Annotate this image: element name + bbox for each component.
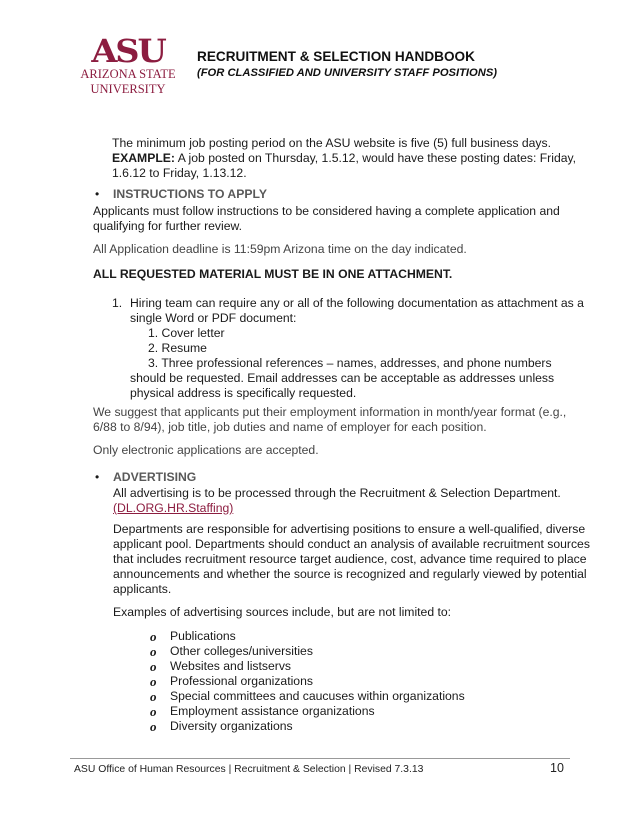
sub-bullet-icon: o (150, 644, 157, 659)
suggestion-line-1: We suggest that applicants put their employment information in month/year format (e.g., (93, 405, 567, 419)
advertising-para-line-3: that includes recruitment resource target audience, cost, advance time required to place (113, 552, 587, 566)
doc-references: 3. Three professional references – names, addresses, and phone numbers (148, 356, 552, 370)
deadline-text: All Application deadline is 11:59pm Arizona time on the day indicated. (93, 242, 467, 256)
advertising-intro (113, 486, 561, 516)
sub-bullet-icon: o (150, 674, 157, 689)
staffing-email-link[interactable]: (DL.ORG.HR.Staffing) (113, 501, 234, 515)
page-number: 10 (550, 761, 564, 775)
advertising-heading: ADVERTISING (113, 470, 197, 484)
apply-intro-line-1: Applicants must follow instructions to be considered having a complete application and (93, 204, 560, 218)
sub-bullet-icon: o (150, 689, 157, 704)
posting-period-block (112, 136, 576, 181)
sub-bullet-icon: o (150, 719, 157, 734)
example-line (112, 151, 576, 166)
apply-heading: INSTRUCTIONS TO APPLY (113, 187, 267, 201)
logo-line-1: ARIZONA STATE (80, 67, 176, 81)
advertising-paragraph (113, 522, 590, 597)
advertising-para-line-5: applicants. (113, 582, 172, 596)
suggestion-paragraph (93, 405, 566, 435)
sub-bullet-icon: o (150, 629, 157, 644)
suggestion-line-2: 6/88 to 8/94), job title, job duties and name of employer for each position. (93, 420, 487, 434)
example-label: EXAMPLE: (112, 151, 175, 165)
source-label: Diversity organizations (170, 719, 293, 733)
advertising-para-line-1: Departments are responsible for advertising positions to ensure a well-qualified, diverse (113, 522, 586, 536)
logo-asu-mark: ASU (91, 32, 165, 70)
attachment-notice: ALL REQUESTED MATERIAL MUST BE IN ONE ATTACHMENT. (93, 267, 453, 281)
sub-bullet-icon: o (150, 704, 157, 719)
source-label: Other colleges/universities (170, 644, 313, 658)
item-line-1: Hiring team can require any or all of the following documentation as attachment as a (130, 296, 584, 310)
advertising-line-1: All advertising is to be processed through the Recruitment & Selection Department. (113, 486, 561, 500)
item-number: 1. (112, 296, 123, 310)
advertising-para-line-2: applicant pool. Departments should conduct an analysis of available recruitment sources (113, 537, 590, 551)
advertising-bullet: • (95, 470, 100, 484)
examples-intro: Examples of advertising sources include, but are not limited to: (113, 605, 452, 619)
electronic-only-text: Only electronic applications are accepted. (93, 443, 319, 457)
example-text: A job posted on Thursday, 1.5.12, would have these posting dates: Friday, (174, 151, 577, 165)
apply-bullet: • (95, 187, 100, 201)
source-label: Professional organizations (170, 674, 313, 688)
source-label: Publications (170, 629, 236, 643)
source-label: Special committees and caucuses within organizations (170, 689, 465, 703)
logo-line-2: UNIVERSITY (90, 82, 166, 96)
item-line-4: physical address is specifically requested. (130, 386, 357, 400)
footer-divider (70, 758, 570, 759)
advertising-para-line-4: announcements and whether the source is recognized and regularly viewed by potential (113, 567, 587, 581)
source-label: Employment assistance organizations (170, 704, 375, 718)
item-line-2: single Word or PDF document: (130, 311, 297, 325)
item-line-3: should be requested. Email addresses can be acceptable as addresses unless (130, 371, 555, 385)
posting-line: The minimum job posting period on the ASU website is five (5) full business days. (112, 136, 551, 150)
example-line-2: 1.6.12 to Friday, 1.13.12. (112, 166, 247, 180)
handbook-subtitle: (FOR CLASSIFIED AND UNIVERSITY STAFF POSITIONS) (197, 67, 498, 79)
doc-cover-letter: 1. Cover letter (148, 326, 225, 340)
asu-logo (78, 32, 178, 97)
handbook-title: RECRUITMENT & SELECTION HANDBOOK (197, 49, 475, 64)
apply-intro (93, 204, 560, 234)
apply-intro-line-2: qualifying for further review. (93, 219, 243, 233)
sub-bullet-icon: o (150, 659, 157, 674)
source-label: Websites and listservs (170, 659, 292, 673)
footer-text: ASU Office of Human Resources | Recruitment & Selection | Revised 7.3.13 (74, 764, 424, 775)
doc-resume: 2. Resume (148, 341, 207, 355)
